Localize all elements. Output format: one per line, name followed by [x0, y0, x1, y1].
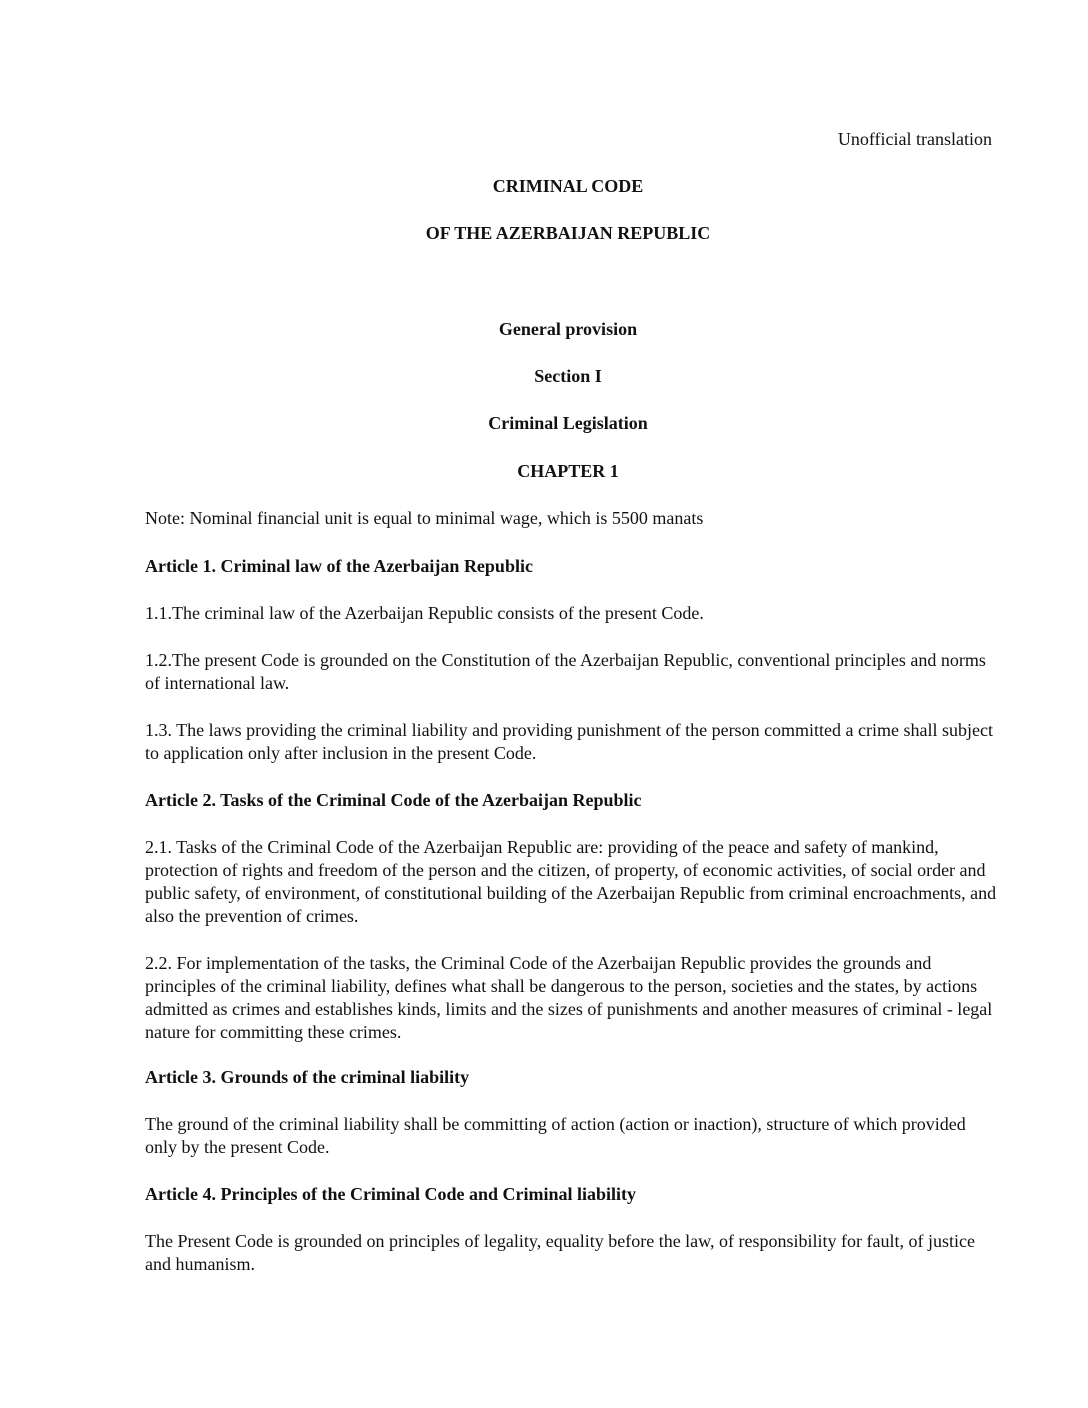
note-paragraph: Note: Nominal financial unit is equal to minimal wage, which is 5500 manats	[145, 508, 704, 528]
section-title: Criminal Legislation	[488, 413, 648, 433]
article-1-paragraph-3: 1.3. The laws providing the criminal liability and providing punishment of the person committed a crime shall subject to application only after inclusion in the present Code.	[145, 720, 993, 763]
article-4-heading: Article 4. Principles of the Criminal Code and Criminal liability	[145, 1184, 636, 1204]
title-line-2: OF THE AZERBAIJAN REPUBLIC	[425, 223, 711, 243]
article-3-paragraph-1: The ground of the criminal liability shall be committing of action (action or inaction), structure of which provided only by the present Code.	[145, 1114, 966, 1157]
section-number: Section I	[534, 366, 602, 386]
part-title: General provision	[498, 319, 638, 339]
article-1-paragraph-1: 1.1.The criminal law of the Azerbaijan Republic consists of the present Code.	[145, 603, 704, 623]
article-1-paragraph-2: 1.2.The present Code is grounded on the Constitution of the Azerbaijan Republic, conventional principles and norms of international law.	[145, 650, 986, 693]
article-1-heading: Article 1. Criminal law of the Azerbaijan Republic	[145, 556, 533, 576]
translation-note: Unofficial translation	[837, 129, 992, 149]
article-2-paragraph-1: 2.1. Tasks of the Criminal Code of the Azerbaijan Republic are: providing of the peace and safety of mankind, protection of rights and freedom of the person and the citizen, of property, of economic activities, of social order and public safety, of environment, of constitutional building of the Azerbaijan Republic from criminal encroachments, and also the prevention of crimes.	[145, 837, 997, 926]
chapter-title: CHAPTER 1	[517, 461, 619, 481]
article-2-heading: Article 2. Tasks of the Criminal Code of the Azerbaijan Republic	[145, 790, 642, 810]
article-3-heading: Article 3. Grounds of the criminal liability	[145, 1067, 470, 1087]
article-2-paragraph-2: 2.2. For implementation of the tasks, the Criminal Code of the Azerbaijan Republic provides the grounds and principles of the criminal liability, defines what shall be dangerous to the person, societies and the states, by actions admitted as crimes and establishes kinds, limits and the sizes of punishments and another measures of criminal - legal nature for committing these crimes.	[145, 953, 993, 1042]
title-line-1: CRIMINAL CODE	[492, 176, 644, 196]
article-4-paragraph-1: The Present Code is grounded on principles of legality, equality before the law, of responsibility for fault, of justice and humanism.	[145, 1231, 975, 1274]
